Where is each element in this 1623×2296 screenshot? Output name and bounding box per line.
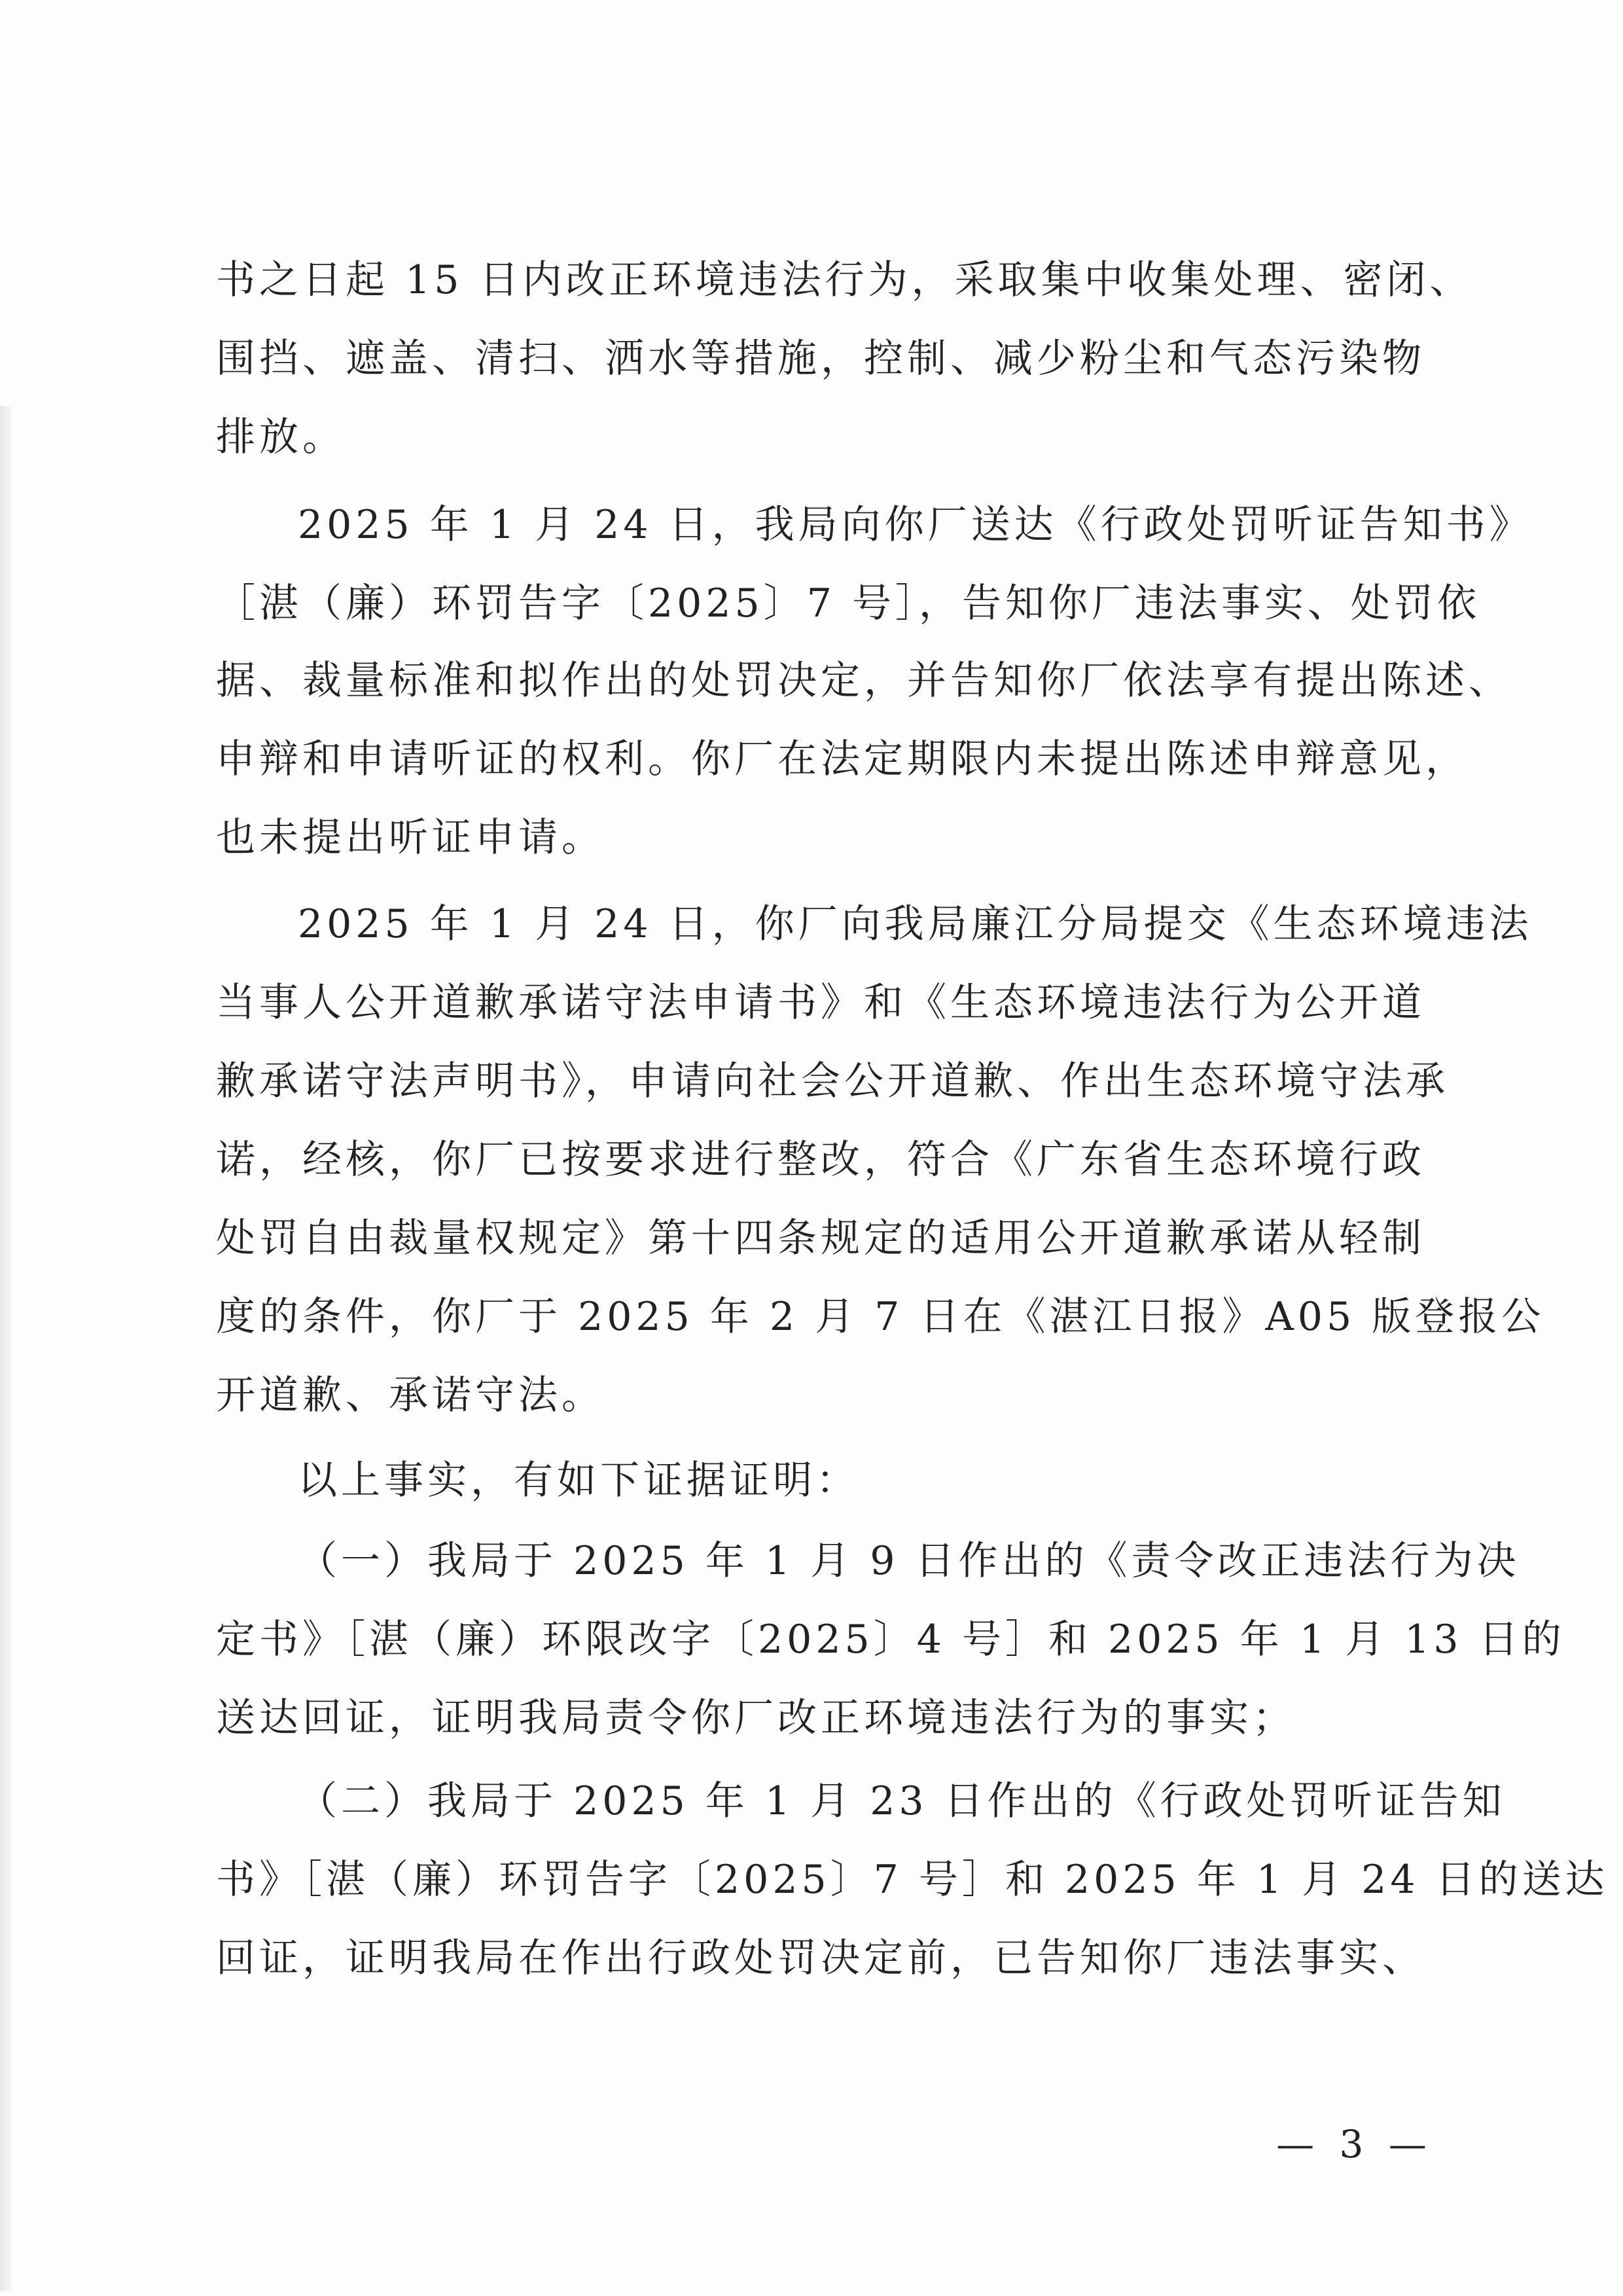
- body-text-line: 排放。: [216, 414, 346, 460]
- body-text-line: 书之日起 15 日内改正环境违法行为，采取集中收集处理、密闭、: [216, 257, 1473, 303]
- body-text-line: 2025 年 1 月 24 日，你厂向我局廉江分局提交《生态环境违法: [298, 901, 1533, 947]
- body-text-line: 诺，经核，你厂已按要求进行整改，符合《广东省生态环境行政: [216, 1137, 1425, 1183]
- body-text-line: 歉承诺守法声明书》，申请向社会公开道歉、作出生态环境守法承: [216, 1058, 1449, 1104]
- body-text-line: 围挡、遮盖、清扫、洒水等措施，控制、减少粉尘和气态污染物: [216, 336, 1425, 382]
- body-text-line: 送达回证，证明我局责令你厂改正环境违法行为的事实；: [216, 1695, 1296, 1741]
- body-text-line: ［湛（廉）环罚告字〔2025〕7 号］，告知你厂违法事实、处罚依: [216, 581, 1480, 626]
- scan-edge-shadow: [0, 406, 12, 2291]
- body-text-line: （一）我局于 2025 年 1 月 9 日作出的《责令改正违法行为决: [298, 1538, 1520, 1584]
- body-text-line: 开道歉、承诺守法。: [216, 1372, 605, 1418]
- body-text-line: 回证，证明我局在作出行政处罚决定前，已告知你厂违法事实、: [216, 1935, 1425, 1981]
- body-text-line: 当事人公开道歉承诺守法申请书》和《生态环境违法行为公开道: [216, 980, 1425, 1026]
- body-text-line: 据、裁量标准和拟作出的处罚决定，并告知你厂依法享有提出陈述、: [216, 658, 1512, 704]
- body-text-line: 申辩和申请听证的权利。你厂在法定期限内未提出陈述申辩意见，: [216, 736, 1469, 782]
- body-text-line: 也未提出听证申请。: [216, 815, 605, 861]
- body-text-line: （二）我局于 2025 年 1 月 23 日作出的《行政处罚听证告知: [298, 1778, 1506, 1824]
- body-text-line: 以上事实，有如下证据证明：: [298, 1458, 859, 1503]
- body-text-line: 书》［湛（廉）环罚告字〔2025〕7 号］和 2025 年 1 月 24 日的送达: [216, 1857, 1609, 1903]
- body-text-line: 定书》［湛（廉）环限改字〔2025〕4 号］和 2025 年 1 月 13 日的: [216, 1617, 1565, 1662]
- page-number: — 3 —: [1276, 2122, 1433, 2166]
- body-text-line: 度的条件，你厂于 2025 年 2 月 7 日在《湛江日报》A05 版登报公: [216, 1294, 1545, 1340]
- body-text-line: 处罚自由裁量权规定》第十四条规定的适用公开道歉承诺从轻制: [216, 1215, 1425, 1261]
- body-text-line: 2025 年 1 月 24 日，我局向你厂送达《行政处罚听证告知书》: [298, 502, 1533, 548]
